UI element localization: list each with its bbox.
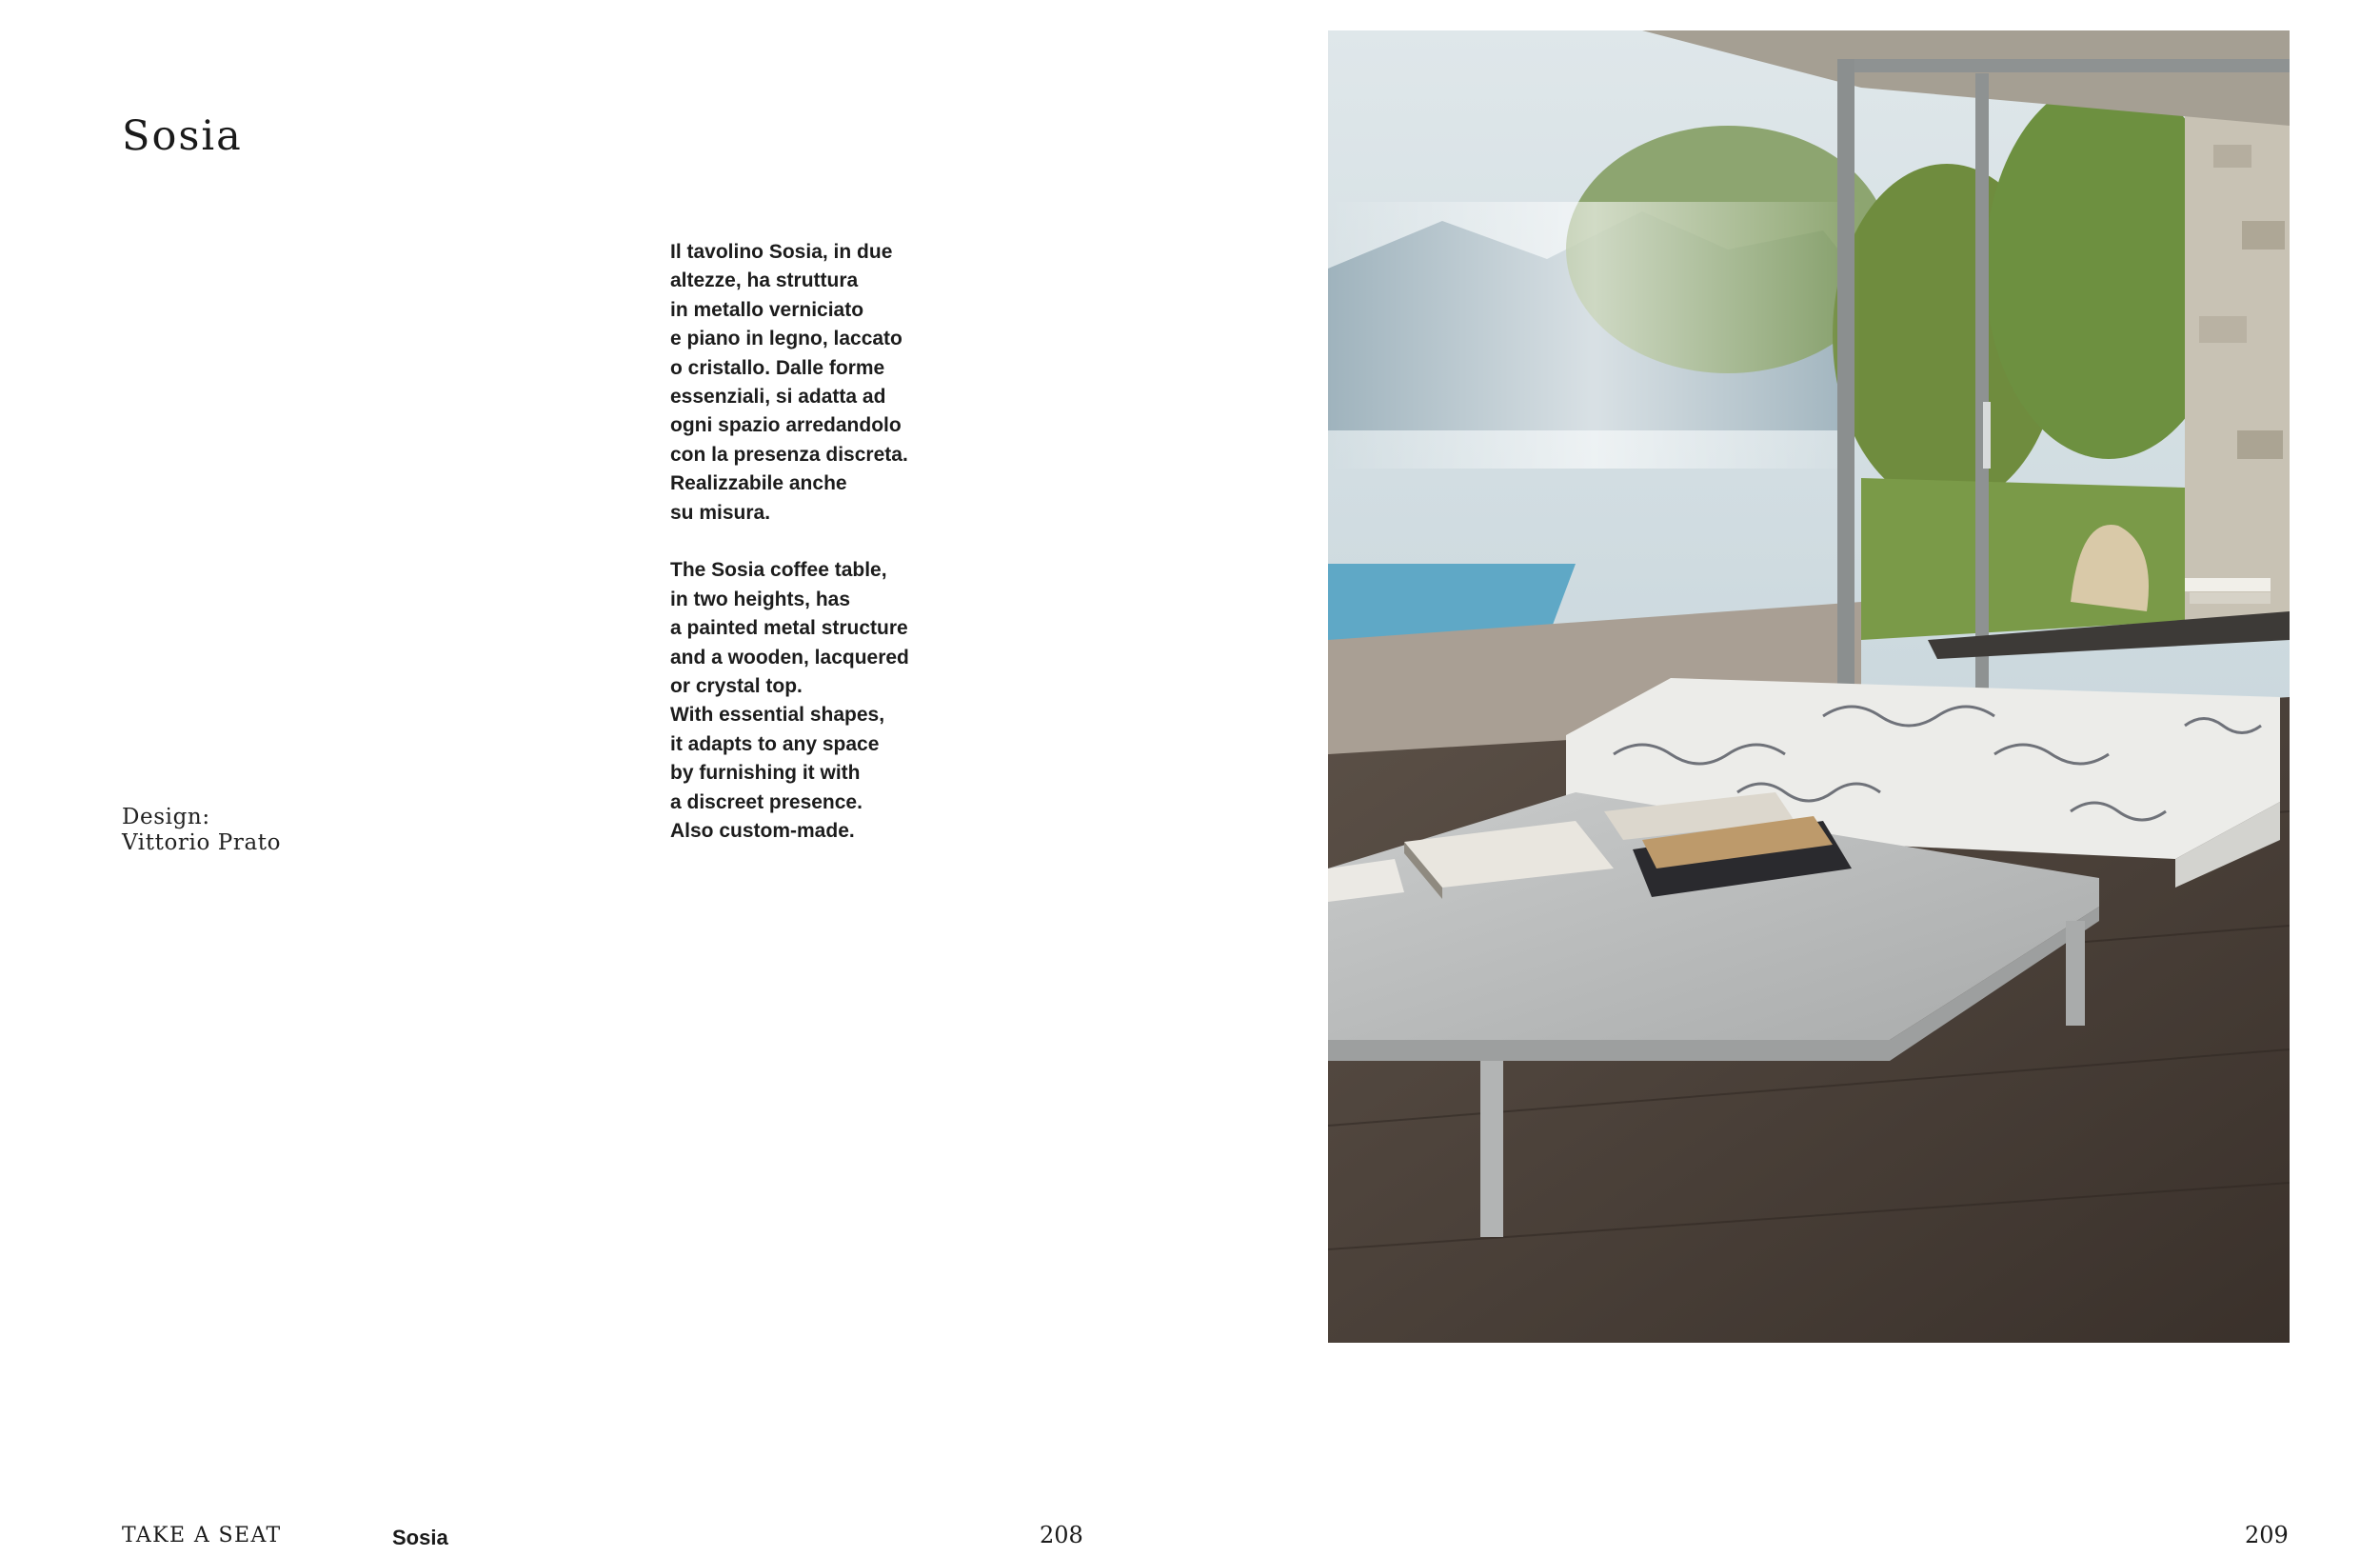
description-line: o cristallo. Dalle forme	[670, 356, 885, 379]
credit-label: Design:	[122, 805, 210, 829]
living-room-photo	[1328, 30, 2290, 1343]
door-handle	[1983, 402, 1991, 469]
description-line: in metallo verniciato	[670, 298, 864, 321]
page-title: Sosia	[122, 112, 243, 160]
table-leg	[2066, 921, 2085, 1026]
description-line: su misura.	[670, 501, 771, 524]
description-line: con la presenza discreta.	[670, 443, 908, 466]
page-number-right: 209	[2245, 1522, 2289, 1548]
paragraph-gap	[670, 528, 956, 556]
window-reflection	[1328, 202, 1861, 469]
table-leg	[1480, 1061, 1503, 1237]
window-frame	[1837, 59, 1854, 745]
description-line: With essential shapes,	[670, 704, 885, 727]
description-line: a discreet presence.	[670, 790, 863, 813]
description-line: in two heights, has	[670, 588, 851, 610]
description-line: it adapts to any space	[670, 732, 880, 755]
description-line: by furnishing it with	[670, 762, 861, 785]
description-line: a painted metal structure	[670, 617, 908, 640]
description-english	[670, 556, 956, 846]
description-line: Il tavolino Sosia, in due	[670, 241, 893, 263]
description-italian	[670, 238, 956, 528]
footer-section-title: TAKE A SEAT	[122, 1524, 282, 1547]
book-stack	[2185, 578, 2271, 591]
footer-chapter-title: Sosia	[392, 1526, 448, 1549]
stone-wall	[2185, 107, 2290, 640]
description-line: altezze, ha struttura	[670, 269, 859, 292]
description-line: Realizzabile anche	[670, 472, 847, 495]
designer-credit	[122, 805, 281, 856]
product-description	[670, 238, 956, 847]
description-line: essenziali, si adatta ad	[670, 386, 886, 409]
description-line: ogni spazio arredandolo	[670, 414, 902, 437]
description-line: and a wooden, lacquered	[670, 646, 909, 669]
description-line: The Sosia coffee table,	[670, 559, 887, 582]
description-line: e piano in legno, laccato	[670, 328, 902, 350]
page-number-left: 208	[1040, 1522, 1083, 1548]
designer-name: Vittorio Prato	[122, 830, 282, 855]
description-line: or crystal top.	[670, 675, 803, 698]
description-line: Also custom-made.	[670, 820, 855, 843]
